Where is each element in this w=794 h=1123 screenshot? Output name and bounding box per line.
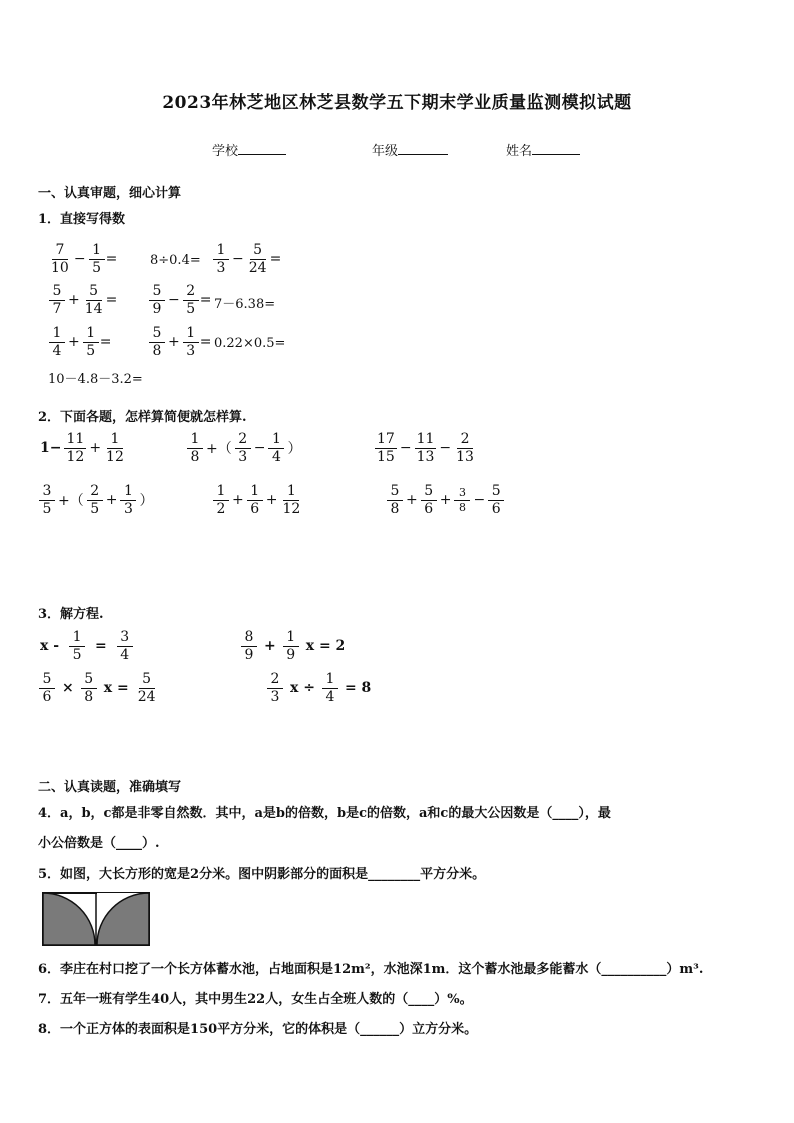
q2p5-op1: + [232,492,244,509]
q2p5-d2: 6 [250,500,260,517]
q2p5-op2: + [265,492,278,509]
q2p6-d2: 6 [424,500,434,517]
q2p6-n1: 5 [387,484,403,501]
q1d-n2: 5 [86,284,102,301]
q3e3-d2: 8 [84,688,94,705]
q6-text: 6．李庄在村口挖了一个长方体蓄水池，占地面积是12m²，水池深1m．这个蓄水池最多能蓄水（__________）m³. [38,962,704,977]
q3e1-d1: 5 [72,646,82,663]
q2p4-d2: 5 [90,500,100,517]
q2p5-n1: 1 [213,484,229,501]
q3e4-d1: 3 [270,688,280,705]
q2p5-d1: 2 [216,500,226,517]
q2p2-close: ） [287,441,302,458]
q3e3-n2: 5 [81,672,97,689]
q3-equation-1 [38,630,141,662]
grade-blank[interactable] [398,154,448,155]
q1c-n1: 1 [213,243,229,260]
q1-item-g [48,326,111,358]
name-label: 姓名 [506,144,533,159]
q1-item-h [148,326,211,358]
q3-equation-4 [266,672,377,704]
q2p1-n2: 1 [107,432,123,449]
q7-text: 7．五年一班有学生40人，其中男生22人，女生占全班人数的（____）%。 [38,992,473,1007]
q2p6-d4: 6 [491,500,501,517]
q2p3-d3: 13 [456,448,474,465]
q2-problem-1 [38,432,127,464]
q5-figure [42,892,150,946]
q3e1-n1: 1 [69,630,85,647]
q2p6-op3: − [473,492,486,509]
q1e-n1: 5 [149,284,165,301]
q2p3-op2: − [439,440,452,457]
q1-item-i: 0.22×0.5= [214,336,286,351]
q1-item-d [48,284,117,316]
q1d-d1: 7 [52,300,62,317]
q1a-d2: 5 [92,259,102,276]
section2-heading: 二、认真读题，准确填写 [38,780,182,795]
q2p6-op2: + [439,492,452,509]
q1g-n2: 1 [83,326,99,343]
q2p3-d2: 13 [416,448,435,465]
q2p6-d3: 8 [458,500,466,514]
q2p2-n2: 2 [235,432,251,449]
q4-line-2: 小公倍数是（____）. [38,836,160,851]
school-label: 学校 [212,144,239,159]
q1h-n1: 5 [149,326,165,343]
q3e1-eq: = [95,638,107,655]
q4-line-1: 4．a，b，c都是非零自然数．其中，a是b的倍数，b是c的倍数，a和c的最大公因数是（____），最 [38,806,611,821]
q2-problem-4 [38,484,155,516]
q1-item-j: 10－4.8－3.2= [48,372,143,387]
q2p4-n2: 2 [87,484,103,501]
q3e2-n1: 8 [241,630,257,647]
q2p4-d1: 5 [42,500,52,517]
q2p6-n2: 5 [421,484,437,501]
q1h-op: + [168,334,180,351]
q1g-n1: 1 [49,326,65,343]
q1g-eq: = [99,334,112,351]
q1-item-b: 8÷0.4= [150,253,201,268]
q2p1-d2: 12 [106,448,124,465]
q2p2-n3: 1 [268,432,284,449]
q2p1-n1: 11 [66,431,85,447]
q2p2-d3: 4 [272,448,281,465]
q1e-d2: 5 [186,300,196,317]
q3e1-lead: x - [40,638,60,655]
q3e2-op: + [264,638,276,655]
q3-label: 3．解方程. [38,607,104,622]
q1d-eq: = [105,292,118,309]
q1h-d2: 3 [186,342,196,359]
name-field[interactable] [506,140,580,159]
q2p4-op1: +（ [58,493,84,510]
q1h-eq: = [199,334,212,351]
q1-label: 1．直接写得数 [38,212,126,227]
q2p4-op2: + [105,492,118,509]
q2p3-d1: 15 [377,448,395,465]
q1g-d1: 4 [52,342,62,359]
q3e2-n2: 1 [283,630,299,647]
q1e-d1: 9 [152,300,162,317]
section1-heading: 一、认真审题，细心计算 [38,186,182,201]
grade-field[interactable] [372,140,448,159]
q2-label: 2．下面各题，怎样算简便就怎样算. [38,410,247,425]
q3e4-d2: 4 [325,688,335,705]
q1c-op: − [232,251,244,268]
q3-equation-2 [240,630,351,662]
q3e2-tail: x = 2 [305,638,346,655]
q2-problem-6 [386,484,505,516]
q3e3-mid: x = [103,680,129,697]
q2p3-n2: 11 [416,431,435,447]
q2p6-d1: 8 [390,500,400,517]
q3e3-op: × [62,680,74,697]
q2p2-d1: 8 [190,448,200,465]
q2p3-n3: 2 [457,432,473,449]
q1d-op: + [68,292,80,309]
q3e2-d2: 9 [286,646,296,663]
q3e3-d1: 6 [42,688,52,705]
q1h-d1: 8 [152,342,162,359]
q1e-op: − [168,292,180,309]
q3e3-n3: 5 [139,672,155,689]
q1g-op: + [68,334,80,351]
q3e4-n1: 2 [267,672,283,689]
q2p6-n4: 5 [488,484,504,501]
q2-problem-5 [212,484,303,516]
q1-item-c [212,243,281,275]
q2p4-close: ） [139,493,154,510]
q1a-n2: 1 [89,243,105,260]
q2p5-n2: 1 [247,484,263,501]
q1a-d1: 10 [51,259,69,276]
q2p1-lead: 1− [40,440,62,457]
q3e3-d3: 24 [137,688,156,705]
q3-equation-3 [38,672,159,704]
q2p4-n3: 1 [120,484,136,501]
q1c-d2: 24 [248,259,267,276]
q2p3-op1: − [399,440,412,457]
q1-item-e [148,284,211,316]
q2p3-n1: 17 [377,431,395,447]
q2p1-op: + [89,440,102,457]
page-title: 2023年林芝地区林芝县数学五下期末学业质量监测模拟试题 [162,93,632,113]
q2p4-n1: 3 [39,484,55,501]
q1g-d2: 5 [86,342,96,359]
q2p1-d1: 12 [66,448,85,465]
q1c-n2: 5 [250,243,266,260]
q1a-n1: 7 [52,243,68,260]
q2p5-d3: 12 [282,500,301,517]
q1d-n1: 5 [49,284,65,301]
q1a-eq: = [105,251,118,268]
q2p4-d3: 3 [124,500,133,517]
q5-text: 5．如图，大长方形的宽是2分米。图中阴影部分的面积是________平方分米。 [38,867,486,882]
q3e3-n1: 5 [39,672,55,689]
q1d-d2: 14 [84,300,103,317]
q3e4-mid: x ÷ [290,680,315,697]
q1c-eq: = [269,251,282,268]
q3e4-tail: = 8 [344,680,372,697]
q2p5-n3: 1 [283,484,299,501]
q2p2-op1: +（ [206,441,232,458]
q1a-op: − [73,251,86,268]
q3e4-n2: 1 [322,672,338,689]
q1e-n2: 2 [183,284,199,301]
q2p2-n1: 1 [187,432,203,449]
q2p6-op1: + [406,492,418,509]
school-field[interactable] [212,140,286,159]
q2p2-d2: 3 [238,448,248,465]
q1-item-a [48,243,117,275]
q3e1-n2: 3 [117,630,133,647]
q3e2-d1: 9 [244,646,254,663]
q2-problem-2 [186,432,303,464]
q1e-eq: = [199,292,212,309]
q8-text: 8．一个正方体的表面积是150平方分米，它的体积是（______）立方分米。 [38,1022,478,1037]
name-blank[interactable] [532,154,580,155]
q1h-n2: 1 [183,326,199,343]
q2p6-n3: 3 [454,487,470,501]
q1c-d1: 3 [216,259,226,276]
q1-item-f: 7－6.38= [214,297,276,312]
grade-label: 年级 [372,144,399,159]
q2-problem-3 [374,432,477,464]
q2p2-op2: − [253,440,266,457]
school-blank[interactable] [238,154,286,155]
q3e1-d2: 4 [120,646,130,663]
